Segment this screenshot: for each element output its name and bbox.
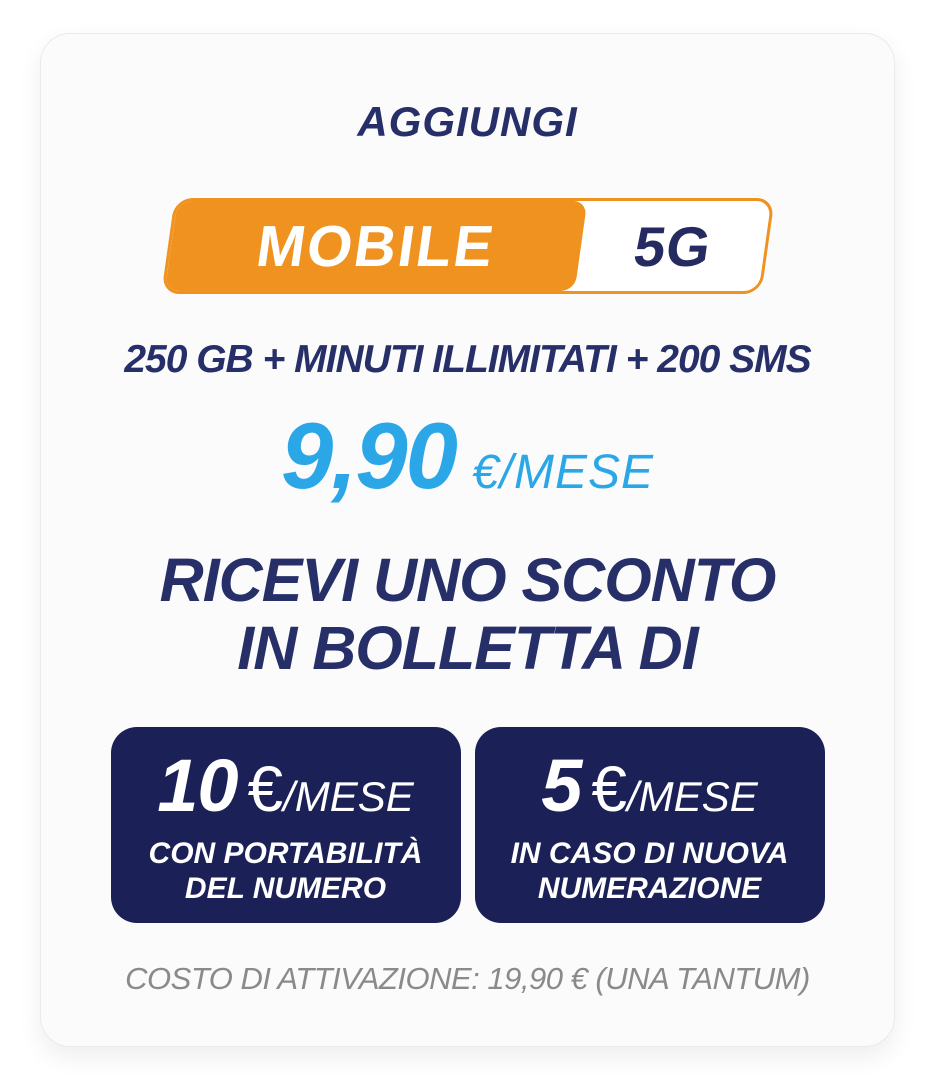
discount-options <box>41 727 894 923</box>
offer-portability-desc-line2: DEL NUMERO <box>184 872 387 906</box>
badge-5g-label: 5G <box>629 214 716 278</box>
mobile-5g-badge <box>161 198 774 294</box>
offer-new-number-price <box>541 743 757 828</box>
price-unit: €/MESE <box>471 446 654 499</box>
product-badge-row <box>41 198 894 294</box>
offer-portability-desc-line1: CON PORTABILITÀ <box>148 837 423 871</box>
page-title: AGGIUNGI <box>357 98 578 145</box>
offer-new-number-desc-line1: IN CASO DI NUOVA <box>510 837 789 871</box>
offer-new-number-desc-line2: NUMERAZIONE <box>537 872 762 906</box>
offer-portability-desc <box>149 836 423 906</box>
offer-portability[interactable] <box>111 727 461 923</box>
promo-card[interactable] <box>40 33 895 1047</box>
offer-portability-per: /MESE <box>283 773 414 821</box>
discount-heading-line1: RICEVI UNO SCONTO <box>159 546 776 614</box>
euro-icon: € <box>591 753 628 826</box>
offer-portability-price <box>157 743 414 828</box>
plan-price <box>41 402 894 510</box>
plan-allowance-line: 250 GB + MINUTI ILLIMITATI + 200 SMS <box>124 338 811 381</box>
discount-heading <box>41 546 894 683</box>
offer-new-number-desc <box>511 836 789 906</box>
badge-product-label: MOBILE <box>164 201 587 291</box>
price-amount: 9,90 <box>280 403 456 508</box>
activation-cost-note: COSTO DI ATTIVAZIONE: 19,90 € (UNA TANTUM) <box>125 960 810 996</box>
offer-new-number-per: /MESE <box>627 773 758 821</box>
discount-heading-line2: IN BOLLETTA DI <box>237 614 698 683</box>
offer-portability-amount: 10 <box>157 744 238 828</box>
offer-new-number[interactable] <box>475 727 825 923</box>
offer-new-number-amount: 5 <box>541 744 582 828</box>
euro-icon: € <box>247 753 284 826</box>
